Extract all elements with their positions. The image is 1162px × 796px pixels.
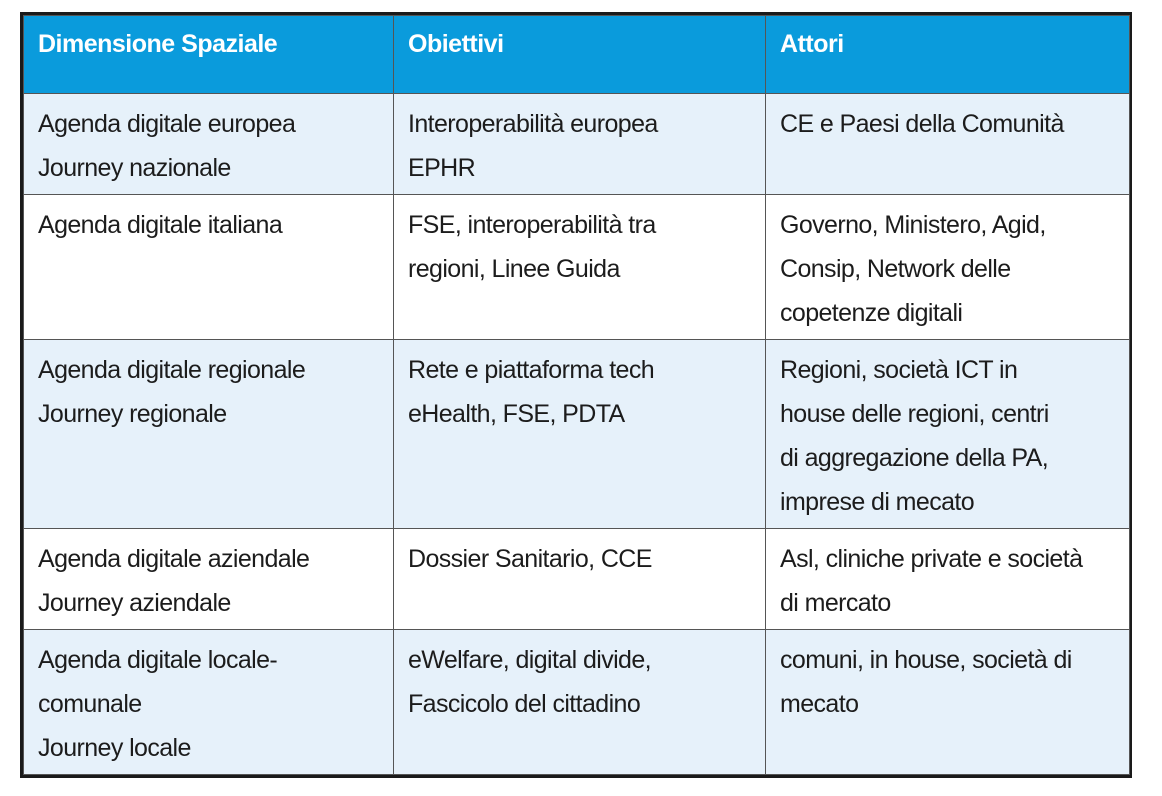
cell-dimensione xyxy=(24,630,394,775)
cell-line: comuni, in house, società di xyxy=(780,646,1072,674)
cell-dimensione xyxy=(24,340,394,529)
cell-line: Agenda digitale locale- xyxy=(38,646,278,674)
cell-dimensione xyxy=(24,94,394,195)
cell-attori xyxy=(766,195,1130,340)
cell-line: eWelfare, digital divide, xyxy=(408,646,652,674)
table-row xyxy=(24,340,1130,529)
cell-line: Agenda digitale regionale xyxy=(38,356,306,384)
cell-line: copetenze digitali xyxy=(780,299,963,327)
cell-line: Agenda digitale aziendale xyxy=(38,545,310,573)
cell-line: Rete e piattaforma tech xyxy=(408,356,655,384)
cell-line: Dossier Sanitario, CCE xyxy=(408,545,652,573)
cell-line: di mercato xyxy=(780,589,891,617)
cell-line: Governo, Ministero, Agid, xyxy=(780,211,1046,239)
cell-line: Agenda digitale italiana xyxy=(38,211,283,239)
cell-obiettivi xyxy=(394,94,766,195)
cell-line: Agenda digitale europea xyxy=(38,110,296,138)
cell-line: Fascicolo del cittadino xyxy=(408,690,641,718)
cell-line: Journey regionale xyxy=(38,400,227,428)
header-obiettivi: Obiettivi xyxy=(394,16,766,94)
table-row xyxy=(24,195,1130,340)
cell-line: Journey aziendale xyxy=(38,589,231,617)
cell-obiettivi xyxy=(394,529,766,630)
table-row xyxy=(24,94,1130,195)
cell-line: imprese di mecato xyxy=(780,488,975,516)
cell-line: CE e Paesi della Comunità xyxy=(780,110,1064,138)
cell-line: regioni, Linee Guida xyxy=(408,255,620,283)
agenda-table-container xyxy=(20,12,1132,778)
cell-obiettivi xyxy=(394,630,766,775)
table-row xyxy=(24,529,1130,630)
table-header-row xyxy=(24,16,1130,94)
cell-line: house delle regioni, centri xyxy=(780,400,1049,428)
cell-attori xyxy=(766,94,1130,195)
cell-attori xyxy=(766,630,1130,775)
cell-line: FSE, interoperabilità tra xyxy=(408,211,656,239)
cell-line: di aggregazione della PA, xyxy=(780,444,1049,472)
table-row xyxy=(24,630,1130,775)
cell-attori xyxy=(766,340,1130,529)
cell-dimensione xyxy=(24,529,394,630)
cell-line: Asl, cliniche private e società xyxy=(780,545,1083,573)
cell-line: eHealth, FSE, PDTA xyxy=(408,400,625,428)
header-attori: Attori xyxy=(766,16,1130,94)
cell-line: EPHR xyxy=(408,154,476,182)
cell-dimensione xyxy=(24,195,394,340)
cell-line: Interoperabilità europea xyxy=(408,110,658,138)
cell-line: mecato xyxy=(780,690,859,718)
cell-line: Regioni, società ICT in xyxy=(780,356,1018,384)
cell-line: Journey locale xyxy=(38,734,191,762)
cell-line: comunale xyxy=(38,690,142,718)
header-dimensione-spaziale: Dimensione Spaziale xyxy=(24,16,394,94)
cell-line: Consip, Network delle xyxy=(780,255,1011,283)
cell-obiettivi xyxy=(394,195,766,340)
cell-attori xyxy=(766,529,1130,630)
cell-obiettivi xyxy=(394,340,766,529)
agenda-table xyxy=(23,15,1130,775)
cell-line: Journey nazionale xyxy=(38,154,231,182)
